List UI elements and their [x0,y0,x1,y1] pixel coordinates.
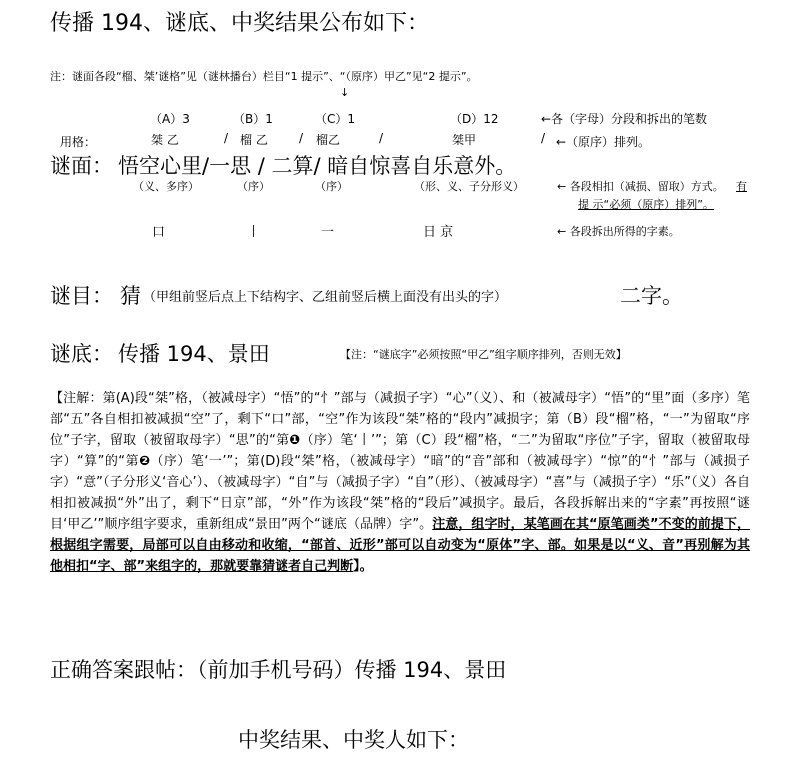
riddle-label: 谜面： [50,154,113,178]
sub-label-b: （序） [237,180,270,193]
target-text: 猜 [120,284,141,308]
right-note-4: ← 各段拆出所得的字素。 [557,225,680,238]
page-title: 传播 194、谜底、中奖结果公布如下： [50,11,429,36]
usage-g4: 桀甲 [452,133,477,147]
explain-part-2: （序）笔‘丨’”；第（C）段“榴”格，“二”为留取“序位”子字，留取（被留取母字）“算”的“第 [50,433,750,469]
sub-label-c: （序） [315,180,348,193]
count-b: （B）1 [233,112,273,126]
count-a: （A）3 [150,112,190,126]
explain-part-1: 【注解：第(A)段“桀”格，（被减母字）“悟”的“忄”部与（减损子字）“心”（义）、和（被减母字）“悟”的“里”面（多序）笔部“五”各自相扣被减损“空”了，剩下“口”部，“空”作为该段“桀”格的“段内”减损字；第（B）段“榴”格，“一”为留取“序位”子字，留取（被留取母字）“思”的“第 [50,391,750,448]
explain-part-3: （序）笔‘一’”；第(D)段“桀”格，（被减母字）“暗”的“音”部和（被减母字）“惊”的“忄”部与（减损子字）“意”（子分形义‘音心’）、（被减母字）“自”与（减损子字）“自”（形）、（被减母字）“喜”与（减损子字）“乐”（义）各自相扣被减损“外”出了，剩下“日京”部，“外”作为该段“桀”格的“段后”减损字。最后，各段拆解出来的“字素”再按照“谜目‘甲乙’”顺序组字要求，重新组成“景田”两个“谜底（品牌）字”。 [50,454,750,532]
explain-end: 】。 [353,559,373,574]
correct-answer-line: 正确答案跟帖：（前加手机号码）传播 194、景田 [50,658,507,682]
target-end: 二字。 [620,284,683,308]
target-paren: （甲组前竖后点上下结构字、乙组前竖后横上面没有出头的字） [143,290,508,305]
right-note-2: ←（原序）排列。 [556,135,651,149]
answer-note: 【注：“谜底字”必须按照“甲乙”组字顺序排列，否则无效】 [340,348,627,361]
usage-g1: 桀 乙 [151,133,179,147]
sub-label-d: （形、义、子分形义） [414,180,524,193]
explanation-paragraph [50,388,750,577]
usage-s3: / [379,131,384,145]
right-note-3b: 有 [736,180,747,193]
char-b: 丨 [247,225,261,240]
winners-heading: 中奖结果、中奖人如下： [238,728,469,752]
right-note-3: ← 各段相扣（减损、留取）方式。 [557,180,724,193]
number-two-icon: ❷ [138,454,151,469]
arrow-down-icon: ↓ [340,86,350,99]
riddle-text: 悟空心里/一思 / 二算/ 暗自惊喜自乐意外。 [118,154,517,178]
usage-s2: / [299,131,304,145]
usage-g2: 榴 乙 [240,133,268,147]
count-d: （D）12 [450,112,499,126]
usage-g3: 榴乙 [316,133,341,147]
answer-label: 谜底： [50,342,113,366]
right-note-3c: 提 示“必须（原序）排列”。 [578,198,714,211]
usage-s4: / [541,131,546,145]
note-line: 注：谜面各段“榴、桀’谜格”见（谜林播台）栏目“1 提示”、“（原序）甲乙”见“2 提示”。 [50,70,478,83]
explain-emphasis: 注意，组字时，某笔画在其“原笔画类”不变的前提下，根据组字需要，局部可以自由移动和收缩，“部首、近形”部可以自动变为“原体”字、部。如果是以“义、音”再别解为其他相扣“字、部”来组字的，那就要靠猜谜者自己判断 [50,517,750,574]
target-label: 谜目： [50,284,113,308]
number-one-icon: ❶ [289,433,301,448]
char-d: 日 京 [423,225,454,240]
answer-text: 传播 194、景田 [118,342,270,366]
count-c: （C）1 [315,112,356,126]
right-note-1: ←各（字母）分段和拆出的笔数 [541,112,708,126]
usage-label: 用格： [60,135,97,149]
sub-label-a: （义、多序） [133,180,199,193]
char-a: 口 [152,225,166,240]
char-c: 一 [321,225,335,240]
usage-s1: / [224,131,229,145]
